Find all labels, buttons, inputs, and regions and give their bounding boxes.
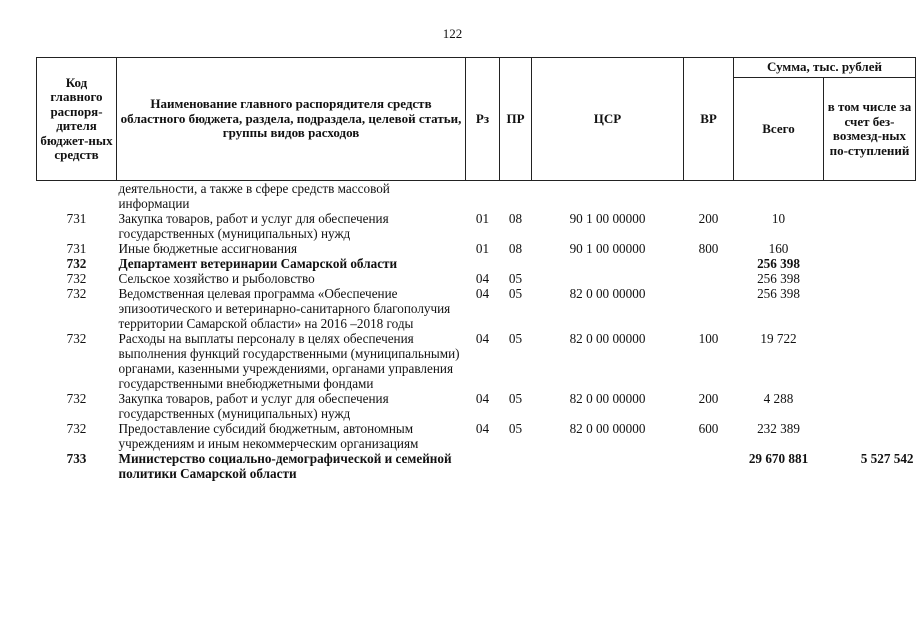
page-number: 122 (442, 26, 463, 41)
cell-total: 256 398 (757, 286, 800, 301)
cell-total: 160 (768, 241, 789, 256)
cell-free (824, 286, 916, 331)
cell-vr (684, 256, 734, 271)
cell-code: 732 (66, 391, 87, 406)
cell-total (734, 181, 824, 212)
cell-total: 10 (771, 211, 786, 226)
cell-free (824, 181, 916, 212)
cell-pr: 05 (508, 391, 523, 406)
cell-vr (684, 181, 734, 212)
table-header (37, 58, 916, 181)
header-csr: ЦСР (532, 58, 684, 181)
cell-name: Расходы на выплаты персоналу в целях обеспечения выполнения функций государственными (муниципальными) органами, казенными учреждениями, органами управления государственными внебюджетными фондами (118, 331, 460, 391)
table-row (37, 451, 916, 481)
cell-vr (684, 286, 734, 331)
cell-total: 256 398 (757, 271, 800, 286)
cell-csr: 82 0 00 00000 (569, 331, 646, 346)
header-sum: Сумма, тыс. рублей (734, 58, 916, 78)
cell-vr: 600 (698, 421, 719, 436)
table-row (37, 391, 916, 421)
cell-pr: 05 (508, 286, 523, 301)
cell-pr: 05 (508, 331, 523, 346)
cell-rz: 04 (475, 331, 490, 346)
cell-code: 732 (66, 256, 87, 271)
cell-rz: 01 (475, 211, 490, 226)
cell-pr: 05 (508, 271, 523, 286)
cell-code (37, 181, 117, 212)
cell-free: 5 527 542 (860, 451, 914, 466)
table-row (37, 241, 916, 256)
cell-free (824, 256, 916, 271)
table-row (37, 331, 916, 391)
header-name: Наименование главного распорядителя средств областного бюджета, раздела, подраздела, целевой статьи, группы видов расходов (117, 58, 466, 181)
cell-csr (532, 271, 684, 286)
budget-table (36, 57, 916, 481)
cell-rz (466, 256, 500, 271)
cell-pr (500, 451, 532, 481)
table-row (37, 421, 916, 451)
cell-free (824, 331, 916, 391)
header-rz: Рз (466, 58, 500, 181)
cell-csr (532, 451, 684, 481)
cell-name: Сельское хозяйство и рыболовство (118, 271, 315, 286)
table-row (37, 181, 916, 212)
cell-name: Закупка товаров, работ и услуг для обеспечения государственных (муниципальных) нужд (118, 211, 389, 241)
header-pr: ПР (500, 58, 532, 181)
table-row (37, 271, 916, 286)
cell-name: деятельности, а также в сфере средств массовой информации (118, 181, 390, 211)
cell-code: 733 (66, 451, 87, 466)
cell-csr: 82 0 00 00000 (569, 391, 646, 406)
cell-free (824, 271, 916, 286)
cell-vr: 200 (698, 391, 719, 406)
cell-csr: 82 0 00 00000 (569, 421, 646, 436)
table-row (37, 256, 916, 271)
cell-rz: 04 (475, 271, 490, 286)
cell-total: 29 670 881 (748, 451, 809, 466)
cell-free (824, 391, 916, 421)
cell-rz (466, 451, 500, 481)
cell-vr (684, 271, 734, 286)
table-row (37, 211, 916, 241)
cell-rz (466, 181, 500, 212)
cell-name: Ведомственная целевая программа «Обеспечение эпизоотического и ветеринарно-санитарного благополучия территории Самарской области» на 2016 –2018 годы (118, 286, 451, 331)
cell-total: 4 288 (763, 391, 794, 406)
cell-code: 732 (66, 286, 87, 301)
cell-vr: 800 (698, 241, 719, 256)
cell-name: Министерство социально-демографической и семейной политики Самарской области (118, 451, 452, 481)
cell-rz: 04 (475, 421, 490, 436)
table-body (37, 181, 916, 482)
cell-vr: 200 (698, 211, 719, 226)
cell-code: 732 (66, 271, 87, 286)
cell-csr (532, 256, 684, 271)
cell-pr: 05 (508, 421, 523, 436)
cell-pr: 08 (508, 211, 523, 226)
header-code: Код главного распоря-дителя бюджет-ных средств (37, 58, 117, 181)
cell-free (824, 421, 916, 451)
cell-vr: 100 (698, 331, 719, 346)
cell-free (824, 211, 916, 241)
cell-total: 232 389 (757, 421, 800, 436)
cell-pr (500, 181, 532, 212)
cell-name: Иные бюджетные ассигнования (118, 241, 298, 256)
cell-code: 731 (66, 241, 87, 256)
header-free: в том числе за счет без-возмезд-ных по-ступлений (824, 78, 916, 181)
cell-vr (684, 451, 734, 481)
header-total: Всего (734, 78, 824, 181)
cell-code: 731 (66, 211, 87, 226)
cell-csr: 90 1 00 00000 (569, 241, 646, 256)
cell-name: Департамент ветеринарии Самарской области (118, 256, 398, 271)
cell-rz: 04 (475, 391, 490, 406)
header-vr: ВР (684, 58, 734, 181)
table-row (37, 286, 916, 331)
cell-csr (532, 181, 684, 212)
cell-name: Закупка товаров, работ и услуг для обеспечения государственных (муниципальных) нужд (118, 391, 389, 421)
cell-code: 732 (66, 331, 87, 346)
cell-pr: 08 (508, 241, 523, 256)
cell-rz: 01 (475, 241, 490, 256)
cell-name: Предоставление субсидий бюджетным, автономным учреждениям и иным некоммерческим организациям (118, 421, 419, 451)
cell-total: 256 398 (757, 256, 800, 271)
cell-rz: 04 (475, 286, 490, 301)
cell-code: 732 (66, 421, 87, 436)
cell-csr: 82 0 00 00000 (569, 286, 646, 301)
cell-total: 19 722 (760, 331, 797, 346)
cell-pr (500, 256, 532, 271)
cell-csr: 90 1 00 00000 (569, 211, 646, 226)
cell-free (824, 241, 916, 256)
